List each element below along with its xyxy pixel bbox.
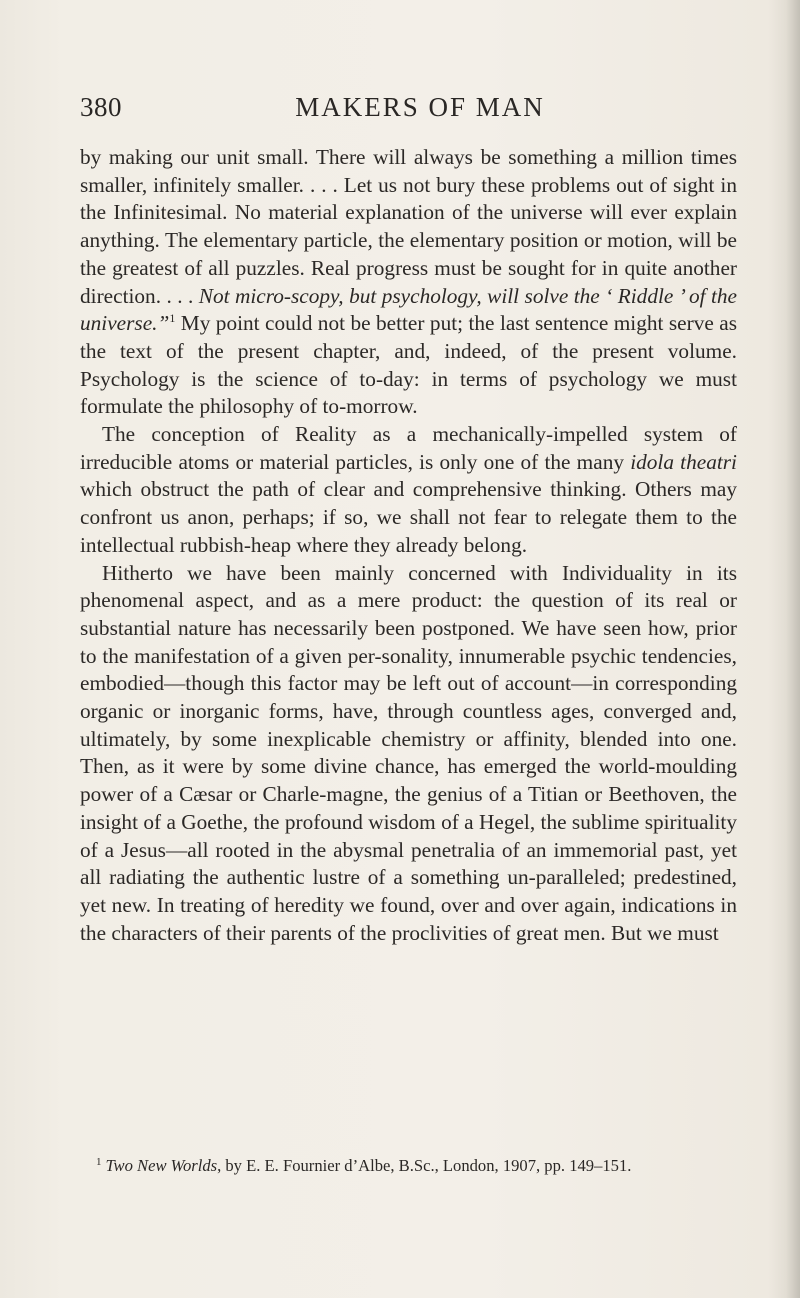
footnote <box>80 1155 737 1177</box>
p2-text-start: The conception of Reality as a mechanically-impelled system of irreducible atoms or material particles, is only one of the many <box>80 422 737 474</box>
p2-italic-term: idola theatri <box>630 449 737 474</box>
p1-italic-quote: Not micro-scopy, but psychology, will solve the ‘ Riddle ’ of the universe.” <box>80 283 737 336</box>
footnote-reference: 1 <box>169 311 176 326</box>
paragraph-2 <box>80 421 737 560</box>
p2-text-end: which obstruct the path of clear and comprehensive thinking. Others may confront us anon, perhaps; if so, we shall not fear to relegate them to the intellectual rubbish-heap where they already belong. <box>80 477 737 557</box>
page-edge-shadow <box>786 0 800 1298</box>
p1-continuation: My point could not be better put; the last sentence might serve as the text of the present chapter, and, indeed, of the present volume. Psychology is the science of to-day: in terms of psychology we must formulate the philosophy of to-morrow. <box>80 311 737 419</box>
footnote-mark: 1 <box>96 1156 102 1168</box>
paragraph-3: Hitherto we have been mainly concerned with Individuality in its phenomenal aspect, and as a mere product: the question of its real or substantial nature has necessarily been postponed. We have seen how, prior to the manifestation of a given per-sonality, innumerable psychic tendencies, embodied—though this factor may be left out of account—in corresponding organic or inorganic forms, have, through countless ages, converged and, ultimately, by some inexplicable chemistry or affinity, blended into one. Then, as it were by some divine chance, has emerged the world-moulding power of a Cæsar or Charle-magne, the genius of a Titian or Beethoven, the insight of a Goethe, the profound wisdom of a Hegel, the sublime spirituality of a Jesus—all rooted in the abysmal penetralia of an immemorial past, yet all radiating the authentic lustre of a something un-paralleled; predestined, yet new. In treating of heredity we found, over and over again, indications in the characters of their parents of the proclivities of great men. But we must <box>80 560 737 945</box>
footnote-citation: , by E. E. Fournier d’Albe, B.Sc., London, 1907, pp. 149–151. <box>217 1156 632 1175</box>
page-number: 380 <box>80 92 122 122</box>
p1-text: by making our unit small. There will always be something a million times smaller, infinitely smaller. . . . Let us not bury these problems out of sight in the Infinitesimal. No material explanation of the universe will ever explain anything. The elementary particle, the elementary position or motion, will be the greatest of all puzzles. Real progress must be sought for in quite another direction. . . . <box>80 145 737 308</box>
running-title: MAKERS OF MAN <box>295 92 545 122</box>
paragraph-1 <box>80 144 737 421</box>
body-text <box>80 144 737 947</box>
running-head <box>80 92 740 132</box>
footnote-book-title: Two New Worlds <box>105 1156 218 1175</box>
